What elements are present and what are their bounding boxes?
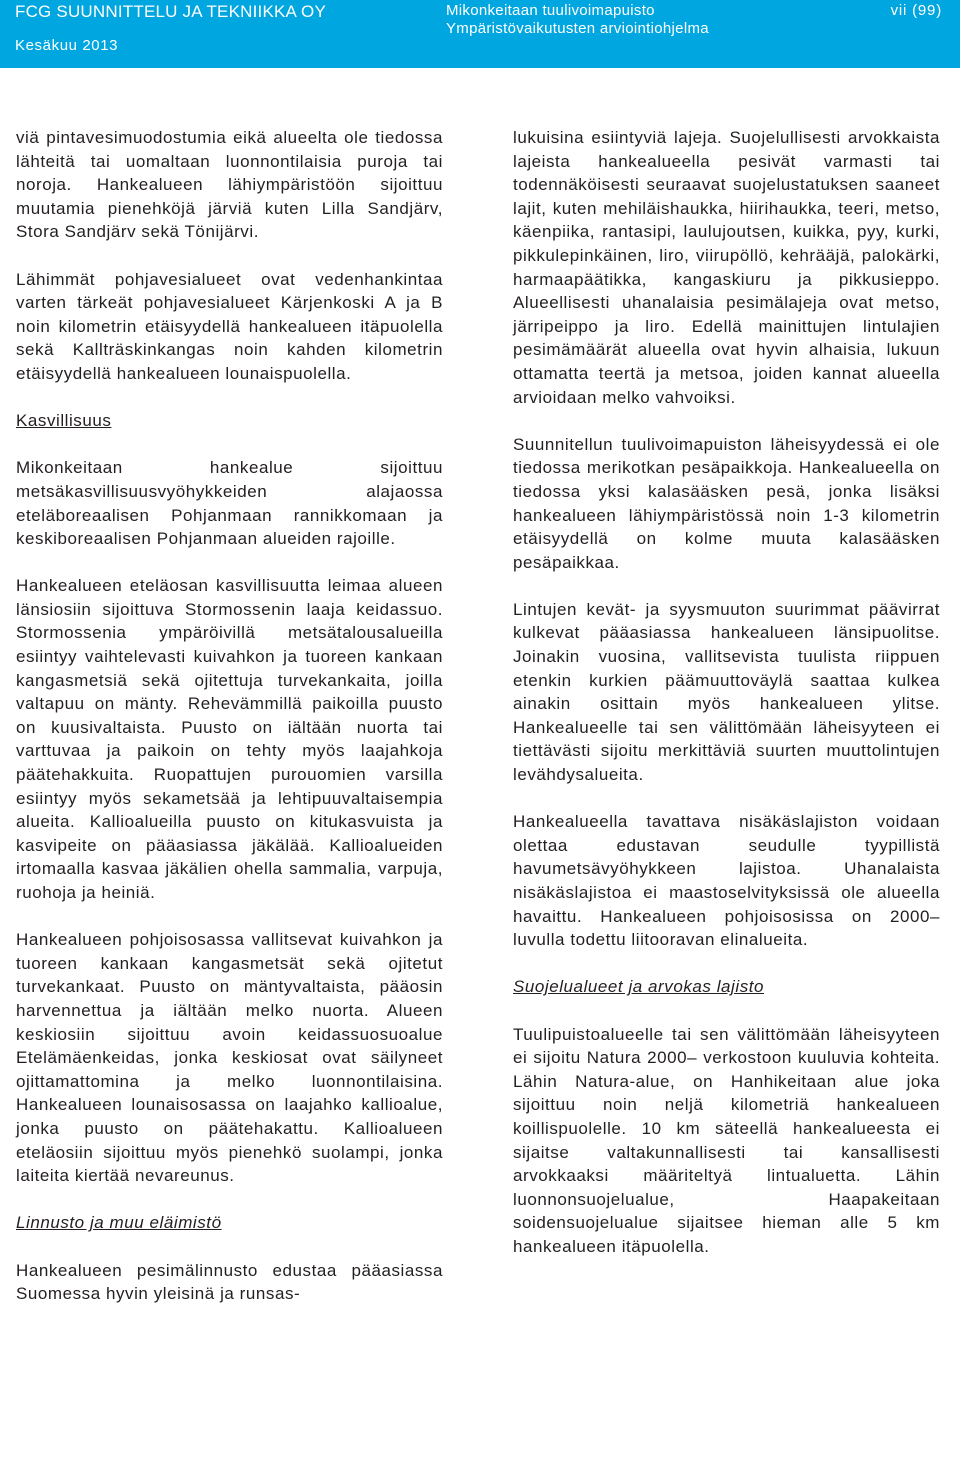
section-heading-kasvillisuus: Kasvillisuus (16, 411, 112, 431)
document-date: Kesäkuu 2013 (15, 37, 119, 54)
paragraph: Hankealueen pesimälinnusto edustaa pääasiassa Suomessa hyvin yleisinä ja runsas- (16, 1260, 443, 1304)
paragraph: viä pintavesimuodostumia eikä alueelta ole tiedossa lähteitä tai uomaltaan luonnontilaisia puroja tai noroja. Hankealueen lähiympäristöön sijoittuu muutamia pienehköjä järviä kuten Lilla Sandjärv, Stora Sandjärv sekä Tönijärvi. (16, 128, 443, 242)
left-column (16, 126, 443, 1306)
paragraph: Lähimmät pohjavesialueet ovat vedenhankintaa varten tärkeät pohjavesialueet Kärjenkoski A ja B noin kilometrin etäisyydellä hankealueen itäpuolella sekä Kallträskinkangas noin kahden kilometrin etäisyydellä hankealueen lounaispuolella. (16, 269, 443, 383)
paragraph: Tuulipuistoalueelle tai sen välittömään läheisyyteen ei sijoitu Natura 2000– verkostoon kuuluvia kohteita. Lähin Natura-alue, on Hanhikeitaan alue joka sijoittuu noin neljä kilometriä hankealueen koillispuolelle. 10 km säteellä hankealueesta ei sijaitse valtakunnallisesti tai kansallisesti arvokkaaksi määriteltyä lintualuetta. Lähin luonnonsuojelualue, Haapakeitaan soidensuojelualue sijaitsee hieman alle 5 km hankealueen itäpuolella. (513, 1024, 940, 1256)
paragraph: Mikonkeitaan hankealue sijoittuu metsäkasvillisuusvyöhykkeiden alajaossa eteläboreaalisen Pohjanmaan rannikkomaan ja keskiboreaalisen Pohjanmaan alueiden rajoille. (16, 458, 443, 549)
company-name: FCG SUUNNITTELU JA TEKNIIKKA OY (15, 2, 327, 21)
project-name: Mikonkeitaan tuulivoimapuisto (446, 2, 655, 19)
paragraph: Lintujen kevät- ja syysmuuton suurimmat päävirrat kulkevat pääasiassa hankealueen länsipuolitse. Joinakin vuosina, vallitsevista tuulista riippuen etenkin kurkien päämuuttoväylä saattaa kulkea ainakin osittain myös hankealueen ylitse. Hankealueelle tai sen välittömään läheisyyteen ei tiettävästi sijoitu merkittäviä suurten muuttolintujen levähdysalueita. (513, 599, 940, 785)
paragraph: Hankealueen eteläosan kasvillisuutta leimaa alueen länsiosiin sijoittuva Stormossenin laaja keidassuo. Stormossenia ympäröivillä metsätalousalueilla esiintyy vaihtelevasti kuivahkon ja tuoreen kankaan kangasmetsiä sekä ojitettuja turvekankaita, joilla valtapuu on mänty. Rehevämmillä paikoilla puusto on kuusivaltaista. Puusto on iältään nuorta tai varttuvaa ja paikoin on tehty myös laajahkoja päätehakkuita. Ruopattujen purouomien varsilla esiintyy myös sekametsää ja lehtipuuvaltaisempia alueita. Kallioalueilla puusto on kitukasvuista ja kasvipeite on pääasiassa jäkälää. Kallioalueiden irtomaalla kasvaa jäkälien ohella sammalia, varpuja, ruohoja ja heiniä. (16, 576, 443, 902)
paragraph: Hankealueella tavattava nisäkäslajiston voidaan olettaa edustavan seudulle tyypillistä havumetsävyöhykkeen lajistoa. Uhanalaista nisäkäslajistoa ei maastoselvityksissä ole alueella havaittu. Hankealueen pohjoisosissa on 2000–luvulla todettu liitooravan elinalueita. (513, 812, 940, 950)
paragraph: Suunnitellun tuulivoimapuiston läheisyydessä ei ole tiedossa merikotkan pesäpaikkoja. Hankealueella on tiedossa yksi kalasääsken pesä, jonka lisäksi hankealueen lähiympäristössä noin 1-3 kilometrin etäisyydellä on kolme muuta kalasääsken pesäpaikkaa. (513, 434, 940, 572)
page-header (0, 0, 960, 68)
section-heading-suojelualueet: Suojelualueet ja arvokas lajisto (513, 977, 765, 997)
section-heading-linnusto: Linnusto ja muu eläimistö (16, 1213, 222, 1233)
document-title: Ympäristövaikutusten arviointiohjelma (446, 20, 709, 37)
right-column (513, 126, 940, 1259)
paragraph: Hankealueen pohjoisosassa vallitsevat kuivahkon ja tuoreen kankaan kangasmetsät sekä ojitetut turvekankaat. Puusto on mäntyvaltaista, pääosin harvennettua ja iältään melko nuorta. Alueen keskiosiin sijoittuu avoin keidassuosuoalue Etelämäenkeidas, jonka keskiosat ovat säilyneet ojittamattomina ja melko luonnontilaisina. Hankealueen lounaisosassa on laajahko kallioalue, jonka puusto on päätehakattu. Kallioalueen eteläosiin sijoittuu myös pienehkö suolampi, jonka laiteita kiertää nevareunus. (16, 930, 443, 1186)
paragraph: lukuisina esiintyviä lajeja. Suojelullisesti arvokkaista lajeista hankealueella pesivät varmasti tai todennäköisesti seuraavat suojelustatuksen saaneet lajit, kuten mehiläishaukka, hiirihaukka, teeri, metso, käenpiika, rantasipi, laulujoutsen, kuikka, pyy, kurki, pikkulepinkäinen, liro, viirupöllö, kehrääjä, palokärki, harmaapäätikka, kangaskiuru ja pikkusieppo. Alueellisesti uhanalaisia pesimälajeja ovat metso, järripeippo ja liro. Edellä mainittujen lintulajien pesimämäärät alueella ovat hyvin alhaisia, lukuun ottamatta teertä ja metsoa, joiden kannat alueella arvioidaan melko vahvoiksi. (513, 128, 940, 407)
page-number: vii (99) (890, 2, 942, 19)
